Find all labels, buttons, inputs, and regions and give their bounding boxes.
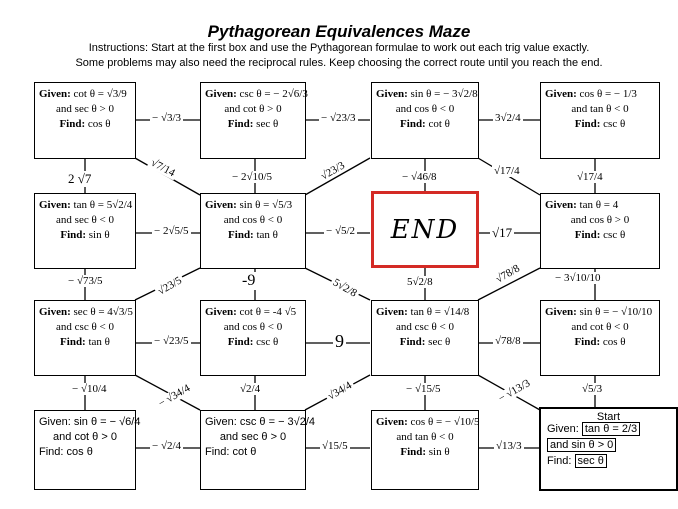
answer-label: 5√2/8 (330, 276, 359, 300)
answer-label: √34/4 (325, 379, 354, 403)
given-label: Given: (205, 88, 237, 100)
find-label: Find: (227, 117, 254, 130)
maze-box-r3c1[interactable] (34, 300, 136, 376)
answer-label: 2 √7 (68, 171, 92, 186)
condition: and cos θ < 0 (223, 320, 283, 333)
maze-box-r1c1[interactable] (34, 82, 136, 159)
page-title: Pythagorean Equivalences Maze (207, 22, 471, 41)
given-label: Given: (376, 88, 408, 100)
find-value: sec θ (575, 454, 607, 468)
maze-box-r2c1[interactable] (34, 193, 136, 269)
find-value: sin θ (428, 445, 450, 458)
answer-label: − √23/3 (321, 112, 356, 124)
answer-label: 9 (335, 331, 344, 351)
find-label: Find: (205, 445, 230, 458)
answer-label: 5√2/8 (407, 276, 433, 288)
maze-box-r4c1[interactable] (34, 410, 141, 490)
condition: and cot θ < 0 (571, 320, 629, 333)
answer-label: √23/5 (155, 274, 184, 298)
answer-label: √78/8 (495, 335, 521, 347)
find-value: csc θ (256, 335, 279, 348)
find-label: Find: (400, 117, 426, 130)
condition: and sec θ < 0 (56, 213, 114, 226)
answer-label: √17/4 (577, 171, 603, 183)
maze-box-r2c2[interactable] (200, 193, 306, 269)
condition: and tan θ < 0 (571, 102, 629, 115)
instructions-line-2: Some problems may also need the reciprocal rules. Keep choosing the correct route until you reach the end. (75, 57, 603, 69)
given-label: Given: (205, 306, 237, 318)
condition: and csc θ < 0 (396, 320, 454, 333)
answer-label: − √34/4 (156, 382, 193, 410)
given-value: sin θ = √5/3 (239, 199, 293, 211)
end-box[interactable] (371, 191, 479, 268)
given-value: csc θ = − 3√2/4 (239, 416, 315, 428)
condition: and cot θ > 0 (53, 430, 117, 443)
find-value: sin θ (88, 228, 110, 241)
maze-box-r1c4[interactable] (540, 82, 660, 159)
condition: and cos θ > 0 (570, 213, 630, 226)
answer-label: − √46/8 (402, 171, 437, 183)
find-label: Find: (60, 335, 86, 348)
given-value: cot θ = -4 √5 (239, 306, 297, 318)
answer-label: − √3/3 (152, 112, 182, 124)
given-label: Given: (376, 306, 408, 318)
maze-box-r3c4[interactable] (540, 300, 660, 376)
answer-label: √13/3 (496, 440, 522, 452)
maze-box-r4c2[interactable] (200, 410, 315, 490)
given-value: tan θ = 5√2/4 (73, 199, 133, 211)
answer-label: √7/14 (148, 156, 177, 180)
given-value: tan θ = 2/3 (582, 422, 640, 436)
answer-label: − 2√10/5 (232, 171, 273, 183)
find-label: Find: (227, 335, 254, 348)
answer-label: √5/3 (582, 383, 603, 395)
end-label: END (390, 214, 460, 245)
maze-box-r1c2[interactable] (200, 82, 306, 159)
find-label: Find: (39, 445, 64, 458)
given-label: Given: (545, 88, 577, 100)
condition: and cos θ < 0 (223, 213, 283, 226)
given-label: Given: (39, 88, 71, 100)
maze-box-r1c3[interactable] (371, 82, 479, 159)
given-label: Given: (39, 199, 71, 211)
find-label: Find: (228, 228, 254, 241)
given-value: cot θ = √3/9 (73, 88, 127, 100)
given-label: Given: (545, 306, 577, 318)
find-value: cos θ (66, 445, 93, 458)
find-value: cos θ (87, 117, 111, 130)
find-label: Find: (574, 335, 601, 348)
condition: and sec θ > 0 (219, 430, 287, 443)
answer-label: -9 (242, 272, 256, 289)
condition: and sec θ > 0 (56, 102, 114, 115)
given-value: sin θ = − √10/10 (579, 306, 653, 318)
find-label: Find: (399, 335, 426, 348)
given-label: Given: (205, 416, 237, 428)
given-value: tan θ = √14/8 (410, 306, 470, 318)
find-value: sec θ (256, 117, 279, 130)
answer-label: − 3√10/10 (555, 272, 601, 284)
given-label: Given: (39, 416, 71, 428)
given-label: Given: (547, 423, 579, 435)
find-value: csc θ (603, 228, 626, 241)
answer-label: − √23/5 (154, 335, 189, 347)
start-box[interactable] (539, 407, 678, 491)
find-label: Find: (400, 445, 427, 458)
answer-label: − 2√5/5 (154, 225, 189, 237)
find-label: Find: (60, 228, 87, 241)
find-label: Find: (547, 455, 572, 467)
given-value: cos θ = − 1/3 (579, 88, 637, 100)
given-value: csc θ = − 2√6/3 (239, 88, 308, 100)
answer-label: − √13/3 (496, 377, 533, 405)
find-value: cos θ (602, 335, 626, 348)
given-value: sin θ = − 3√2/8 (410, 88, 478, 100)
answer-label: − √10/4 (72, 383, 107, 395)
condition: and cot θ > 0 (224, 102, 282, 115)
find-value: csc θ (603, 117, 626, 130)
find-label: Find: (59, 117, 86, 130)
answer-label: √15/5 (322, 440, 348, 452)
start-title: Start (596, 411, 621, 423)
find-label: Find: (574, 228, 601, 241)
condition: and cos θ < 0 (395, 102, 455, 115)
answer-label: − √15/5 (406, 383, 441, 395)
condition: and sin θ > 0 (547, 438, 616, 452)
given-value: cos θ = − √10/5 (410, 416, 480, 428)
answer-label: √23/3 (318, 159, 347, 183)
given-value: sec θ = 4√3/5 (73, 306, 133, 318)
answer-label: √78/8 (493, 262, 522, 286)
answer-label: − √2/4 (152, 440, 182, 452)
find-label: Find: (574, 117, 601, 130)
instructions-line-1: Instructions: Start at the first box and use the Pythagorean formulae to work out each trig value exactly. (88, 42, 590, 54)
find-value: cot θ (232, 445, 257, 458)
maze-box-r4c3[interactable] (371, 410, 479, 490)
given-label: Given: (39, 306, 71, 318)
given-label: Given: (545, 199, 577, 211)
condition: and csc θ < 0 (56, 320, 114, 333)
given-label: Given: (205, 199, 237, 211)
answer-label: − √5/2 (326, 225, 356, 237)
given-label: Given: (376, 416, 408, 428)
answer-label: √2/4 (240, 383, 261, 395)
find-value: sec θ (428, 335, 451, 348)
find-value: cot θ (428, 117, 450, 130)
given-value: sin θ = − √6/4 (73, 416, 141, 428)
find-value: tan θ (88, 335, 110, 348)
answer-label: √17 (492, 225, 513, 240)
answer-label: − √73/5 (68, 275, 103, 287)
maze-box-r3c3[interactable] (371, 300, 479, 376)
condition: and tan θ < 0 (396, 430, 454, 443)
answer-label: √17/4 (494, 165, 520, 177)
find-value: tan θ (256, 228, 278, 241)
answer-label: 3√2/4 (495, 112, 521, 124)
given-value: tan θ = 4 (579, 199, 619, 211)
maze-box-r3c2[interactable] (200, 300, 306, 376)
maze-box-r2c4[interactable] (540, 193, 660, 269)
